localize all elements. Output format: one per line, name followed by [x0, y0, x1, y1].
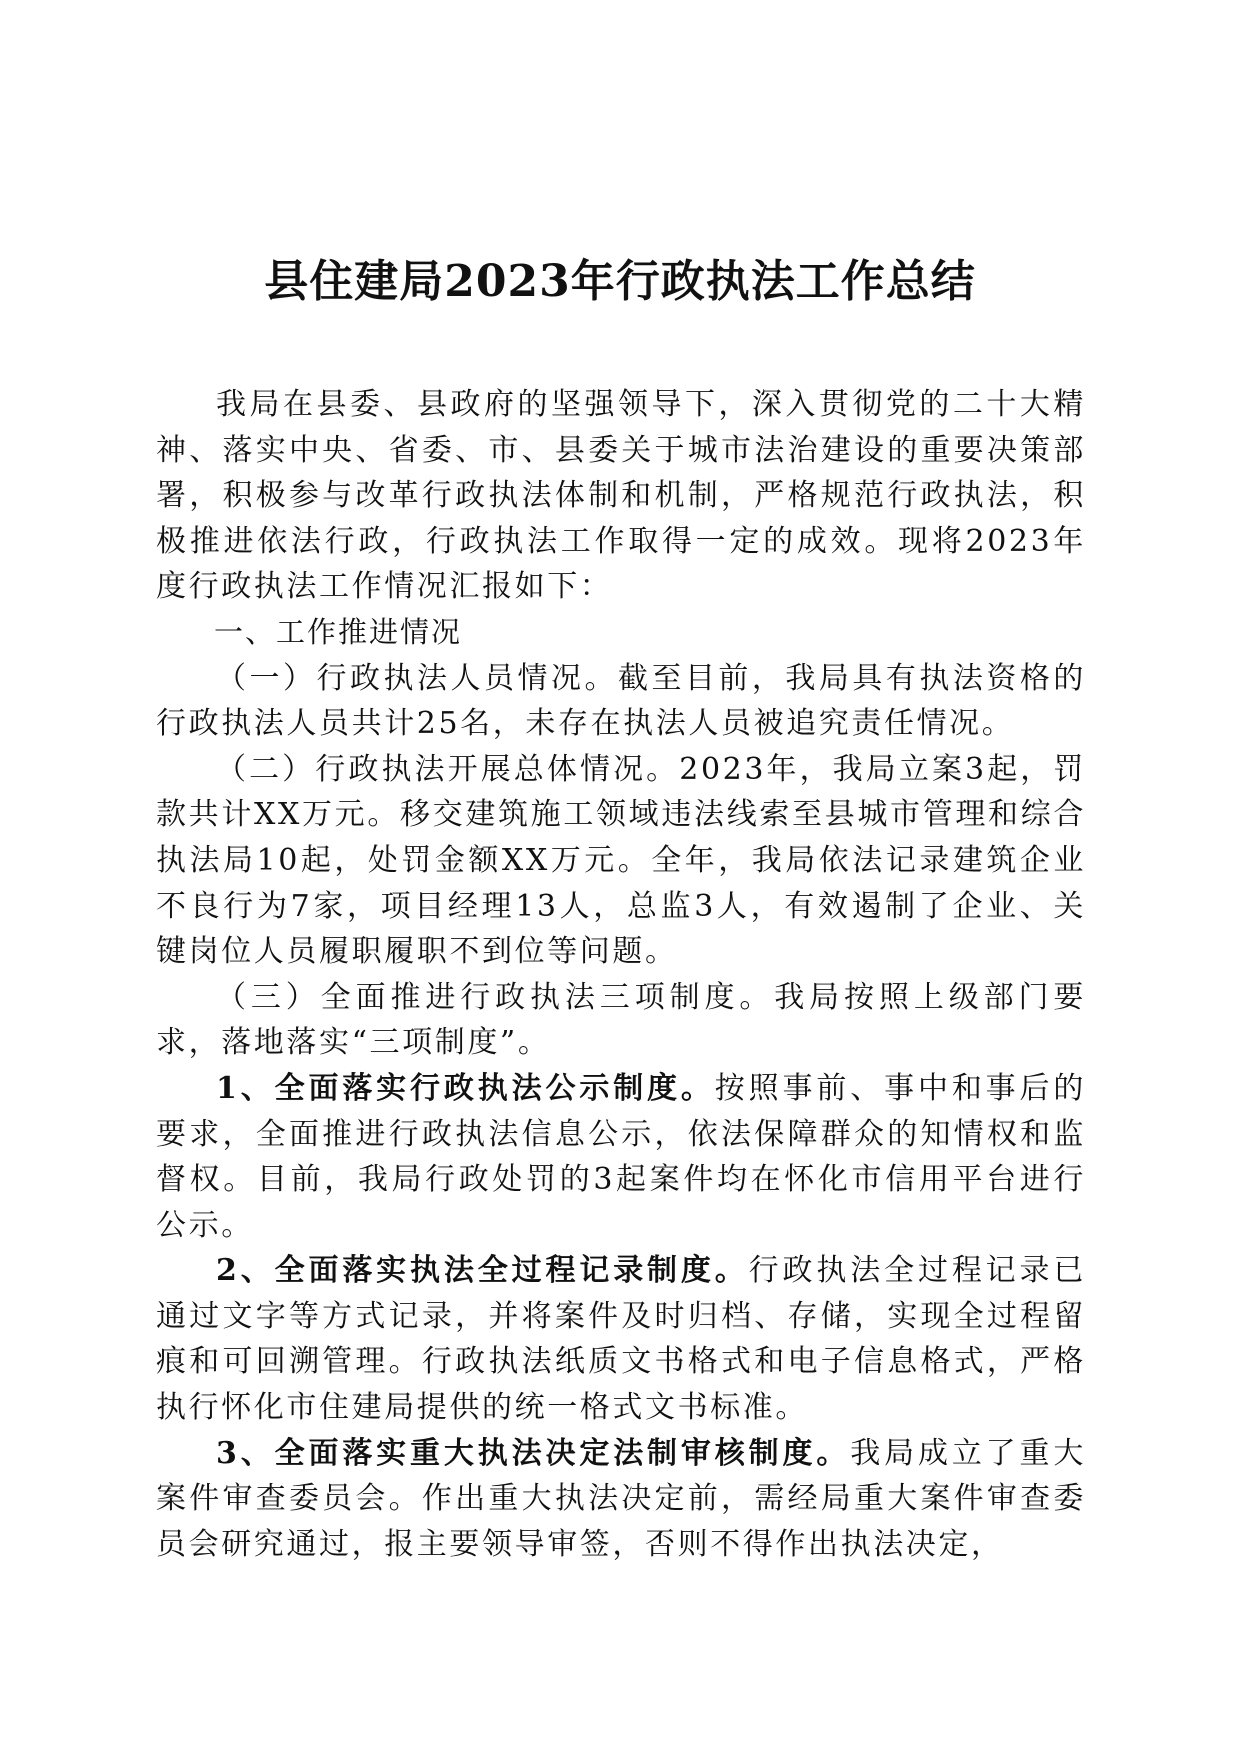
paragraph-three-systems: （三）全面推进行政执法三项制度。我局按照上级部门要求，落地落实“三项制度”。 [156, 979, 1086, 1061]
item-publicity-text: 按照事前、事中和事后的要求，全面推进行政执法信息公示，依法保障群众的知情权和监督权。目前，我局行政处罚的3起案件均在怀化市信用平台进行公示。 [156, 1070, 1087, 1243]
intro-paragraph: 我局在县委、县政府的坚强领导下，深入贯彻党的二十大精神、落实中央、省委、市、县委关于城市法治建设的重要决策部署，积极参与改革行政执法体制和机制，严格规范行政执法，积极推进依法行政，行政执法工作取得一定的成效。现将2023年度行政执法工作情况汇报如下： [156, 387, 1086, 605]
item-review-text: 我局成立了重大案件审查委员会。作出重大执法决定前，需经局重大案件审查委员会研究通过，报主要领导审签，否则不得作出执法决定， [156, 1435, 1086, 1562]
item-review-system [156, 1431, 1086, 1568]
section-heading: 一、工作推进情况 [214, 614, 463, 649]
item-recording-text: 行政执法全过程记录已通过文字等方式记录，并将案件及时归档、存储，实现全过程留痕和可回溯管理。行政执法纸质文书格式和电子信息格式，严格执行怀化市住建局提供的统一格式文书标准。 [156, 1253, 1087, 1426]
item-publicity-system [156, 1066, 1086, 1248]
item-recording-lead: 2、全面落实执法全过程记录制度。 [216, 1253, 749, 1289]
item-review-lead: 3、全面落实重大执法决定法制审核制度。 [216, 1435, 851, 1471]
paragraph-personnel: （一）行政执法人员情况。截至目前，我局具有执法资格的行政执法人员共计25名，未存在执法人员被追究责任情况。 [156, 660, 1086, 742]
item-publicity-lead: 1、全面落实行政执法公示制度。 [216, 1070, 715, 1106]
document-body [156, 382, 1086, 1567]
item-recording-system [156, 1248, 1086, 1430]
document-title: 县住建局2023年行政执法工作总结 [264, 256, 976, 307]
paragraph-overall: （二）行政执法开展总体情况。2023年，我局立案3起，罚款共计XX万元。移交建筑施工领域违法线索至县城市管理和综合执法局10起，处罚金额XX万元。全年，我局依法记录建筑企业不良行为7家，项目经理13人，总监3人，有效遏制了企业、关键岗位人员履职履职不到位等问题。 [156, 751, 1086, 970]
